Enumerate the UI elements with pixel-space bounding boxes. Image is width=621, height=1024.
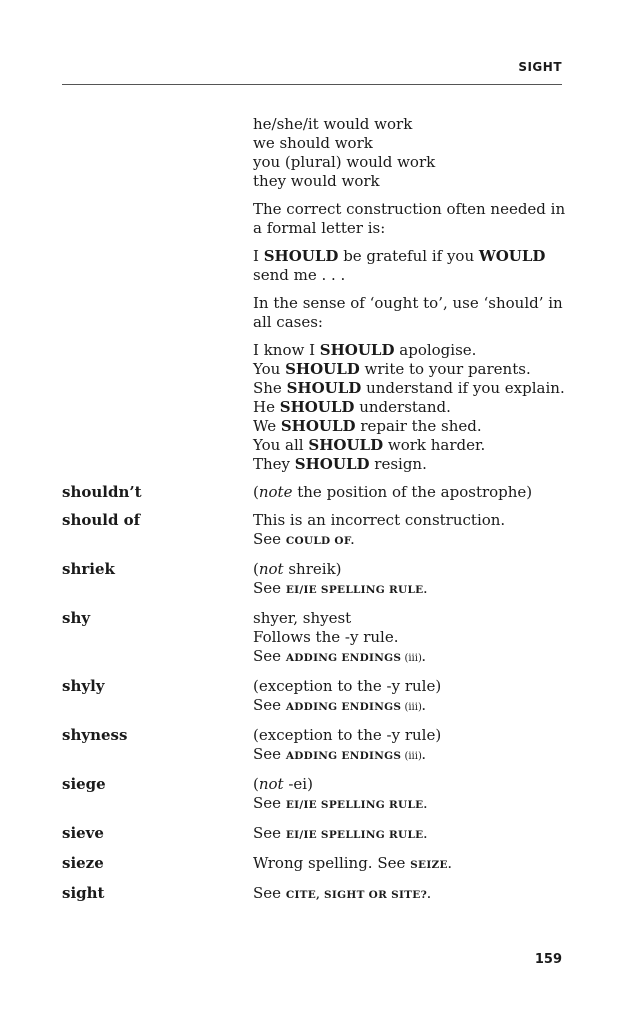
conjugation-line: he/she/it would work: [253, 115, 413, 133]
cross-reference-link: CITE, SIGHT OR SITE?: [285, 889, 428, 901]
entry-shy: [62, 609, 562, 668]
headword: siege: [62, 775, 106, 793]
cross-reference: [253, 647, 562, 668]
definition-line: [253, 775, 562, 794]
see-label: See: [253, 696, 286, 714]
conjugation-line: you (plural) would work: [253, 153, 436, 171]
formal-letter-example: [253, 247, 562, 285]
example-text: understand.: [354, 398, 451, 416]
entry-continuation: [62, 115, 566, 474]
see-label: See: [253, 530, 286, 548]
example-bold: SHOULD: [263, 247, 339, 265]
entry-body: [253, 854, 562, 875]
entry-shyness: [62, 726, 562, 766]
entry-body: [253, 775, 562, 815]
example-line: [253, 398, 562, 417]
definition-line: shyer, shyest: [253, 609, 352, 627]
cross-reference: [253, 884, 562, 905]
headword: should of: [62, 511, 141, 529]
headword: sight: [62, 884, 105, 902]
example-line: [253, 360, 562, 379]
cross-reference-end: .: [423, 799, 428, 811]
definition-line: [253, 560, 562, 579]
definition-line: This is an incorrect construction.: [253, 511, 506, 529]
cross-reference: [253, 745, 562, 766]
entry-shriek: [62, 560, 562, 600]
example-text: resign.: [369, 455, 427, 473]
example-text: write to your parents.: [359, 360, 531, 378]
example-text: We: [253, 417, 281, 435]
definition-italic: not: [258, 775, 284, 793]
example-bold: SHOULD: [280, 417, 356, 435]
entry-sieze: [62, 854, 562, 875]
note-line: all cases:: [253, 313, 323, 331]
cross-reference-link: SEIZE: [410, 859, 448, 871]
entry-shyly: [62, 677, 562, 717]
example-text: be grateful if you: [338, 247, 479, 265]
cross-reference-link: EI/IE SPELLING RULE: [285, 799, 424, 811]
example-line: [253, 379, 565, 398]
definition-text: (: [253, 775, 259, 793]
example-line: [253, 417, 562, 436]
entry-shouldnt: [62, 483, 562, 502]
entry-body: [253, 824, 562, 845]
entry-body: [253, 609, 562, 668]
entry-sieve: [62, 824, 562, 845]
see-label: See: [253, 579, 286, 597]
see-label: See: [253, 884, 286, 902]
definition-text: (: [253, 483, 259, 501]
example-line: send me . . .: [253, 266, 346, 284]
headword: sieve: [62, 824, 104, 842]
cross-reference-section: (iii): [401, 653, 422, 664]
conjugation-lines: [253, 115, 562, 191]
example-text: They: [253, 455, 295, 473]
example-text: apologise.: [394, 341, 477, 359]
entry-should-of: [62, 511, 562, 551]
example-bold: SHOULD: [294, 455, 370, 473]
entry-body: [253, 560, 562, 600]
cross-reference-link: EI/IE SPELLING RULE: [285, 829, 424, 841]
example-text: understand if you explain.: [361, 379, 565, 397]
definition-text: (: [253, 560, 259, 578]
example-text: You: [253, 360, 286, 378]
headword: shriek: [62, 560, 115, 578]
cross-reference-link: ADDING ENDINGS: [285, 701, 402, 713]
see-label: Wrong spelling. See: [253, 854, 411, 872]
example-bold: SHOULD: [285, 360, 360, 378]
entry-body: [253, 726, 562, 766]
example-bold: SHOULD: [279, 398, 355, 416]
entry-body: [253, 511, 562, 551]
example-line: [253, 436, 562, 455]
cross-reference-end: .: [447, 859, 452, 871]
cross-reference-section: (iii): [401, 702, 422, 713]
headword: shyness: [62, 726, 128, 744]
example-bold: SHOULD: [308, 436, 384, 454]
definition-italic: not: [258, 560, 284, 578]
entry-sight: [62, 884, 562, 905]
cross-reference: [253, 794, 562, 815]
entry-siege: [62, 775, 562, 815]
cross-reference: [253, 579, 562, 600]
entry-body: [253, 483, 562, 502]
page-number: 159: [534, 952, 562, 967]
entry-body: [253, 677, 562, 717]
example-text: He: [253, 398, 280, 416]
example-text: You all: [253, 436, 309, 454]
definition-italic: note: [258, 483, 293, 501]
headword: shouldn’t: [62, 483, 142, 501]
example-bold: SHOULD: [286, 379, 362, 397]
cross-reference: [253, 696, 562, 717]
definition-text: -ei): [283, 775, 313, 793]
note-line: a formal letter is:: [253, 219, 386, 237]
cross-reference: [253, 854, 562, 875]
conjugation-line: we should work: [253, 134, 373, 152]
example-text: I know I: [253, 341, 320, 359]
example-line: [253, 341, 562, 360]
cross-reference-end: .: [423, 829, 428, 841]
page-header: [62, 60, 562, 85]
cross-reference-link: COULD OF: [285, 535, 351, 547]
cross-reference: [253, 530, 562, 551]
cross-reference-end: .: [421, 701, 426, 713]
example-text: repair the shed.: [355, 417, 482, 435]
headword: shy: [62, 609, 91, 627]
cross-reference-end: .: [350, 535, 355, 547]
example-line: [253, 455, 562, 474]
should-examples: [253, 341, 565, 474]
see-label: See: [253, 824, 286, 842]
cross-reference-end: .: [427, 889, 432, 901]
example-bold: WOULD: [478, 247, 546, 265]
note-line: In the sense of ‘ought to’, use ‘should’ in: [253, 294, 563, 312]
definition-line: (exception to the -y rule): [253, 677, 442, 695]
cross-reference-link: ADDING ENDINGS: [285, 652, 402, 664]
example-line: [253, 247, 562, 266]
example-text: work harder.: [383, 436, 486, 454]
note-line: The correct construction often needed in: [253, 200, 566, 218]
example-bold: SHOULD: [319, 341, 395, 359]
see-label: See: [253, 794, 286, 812]
cross-reference-section: (iii): [401, 751, 422, 762]
cross-reference-end: .: [423, 584, 428, 596]
entry-body: [253, 884, 562, 905]
definition-text: shreik): [283, 560, 342, 578]
entry-body: [253, 115, 566, 474]
see-label: See: [253, 647, 286, 665]
see-label: See: [253, 745, 286, 763]
conjugation-line: they would work: [253, 172, 380, 190]
definition-line: (exception to the -y rule): [253, 726, 442, 744]
definition-line: Follows the -y rule.: [253, 628, 399, 646]
example-text: I: [253, 247, 264, 265]
cross-reference-link: ADDING ENDINGS: [285, 750, 402, 762]
cross-reference-end: .: [421, 652, 426, 664]
cross-reference-link: EI/IE SPELLING RULE: [285, 584, 424, 596]
dictionary-content: [62, 115, 566, 914]
definition-line: [253, 483, 562, 502]
definition-text: the position of the apostrophe): [292, 483, 533, 501]
ought-to-note: [253, 294, 562, 332]
headword: sieze: [62, 854, 104, 872]
running-head: SIGHT: [518, 60, 562, 74]
headword: shyly: [62, 677, 105, 695]
formal-letter-note: [253, 200, 566, 238]
example-text: She: [253, 379, 287, 397]
cross-reference-end: .: [421, 750, 426, 762]
cross-reference: [253, 824, 562, 845]
